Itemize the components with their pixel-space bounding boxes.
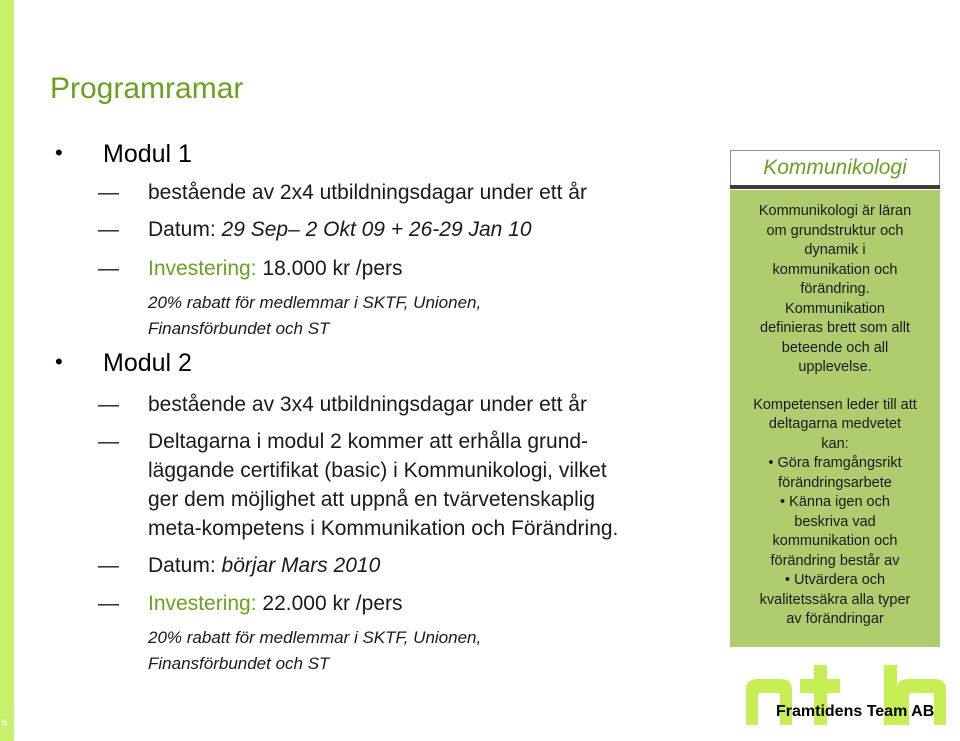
investering-value: 22.000 kr /pers [262, 592, 403, 615]
dash-icon: — [98, 218, 119, 241]
page-title: Programramar [50, 72, 244, 105]
slide-number: 8 [2, 718, 8, 728]
modul2-note-line-2: Finansförbundet och ST [148, 654, 330, 673]
datum-value: börjar Mars 2010 [221, 554, 381, 577]
dash-icon: — [98, 393, 119, 416]
dash-icon: — [98, 592, 119, 615]
dash-icon: — [98, 430, 119, 453]
datum-label: Datum: [148, 554, 216, 577]
header-underline [730, 185, 940, 189]
dash-icon: — [98, 554, 119, 577]
datum-value: 29 Sep– 2 Okt 09 + 26-29 Jan 10 [221, 218, 532, 241]
modul1-note-line-1: 20% rabatt för medlemmar i SKTF, Unionen, [148, 293, 482, 312]
dash-icon: — [98, 181, 119, 204]
bullet-icon: • [55, 349, 63, 374]
modul2-note-line-1: 20% rabatt för medlemmar i SKTF, Unionen, [148, 628, 482, 647]
investering-value: 18.000 kr /pers [262, 257, 403, 280]
modul1-note-line-2: Finansförbundet och ST [148, 319, 330, 338]
investering-label: Investering: [148, 257, 257, 280]
investering-label: Investering: [148, 592, 257, 615]
sidebar-panel: Kommunikologi är läran om grundstruktur och dynamik i kommunikation och förändring. Kommunikation definieras brett som allt beteende och all upplevelse. Kompetensen leder till att deltagarna medvetet kan: • Göra framgångsrikt förändringsarbete • Känna igen och beskriva vad kommunikation och förändring består av • Utvärdera och kvalitetssäkra alla typer av förändringar [730, 190, 940, 647]
modul2-heading: Modul 2 [103, 349, 192, 377]
left-accent-bar [0, 0, 14, 741]
company-name: Framtidens Team AB [776, 703, 935, 720]
sidebar-header: Kommunikologi [730, 150, 940, 186]
bullet-icon: • [55, 140, 63, 165]
datum-label: Datum: [148, 218, 216, 241]
modul1-heading: Modul 1 [103, 140, 192, 168]
dash-icon: — [98, 257, 119, 280]
